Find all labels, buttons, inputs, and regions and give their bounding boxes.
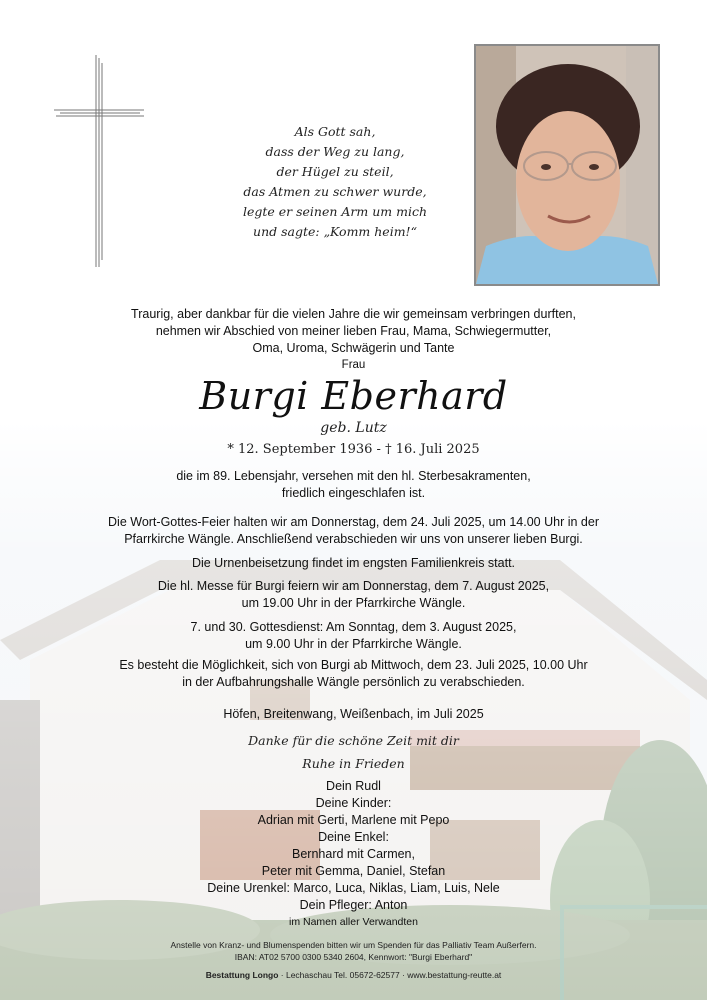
poem <box>205 122 465 242</box>
great-grandchildren <box>0 880 707 897</box>
donation-note: Anstelle von Kranz- und Blumenspenden bitten wir um Spenden für das Palliativ Team Außerfern. <box>170 940 537 950</box>
paragraph-line: Die hl. Messe für Burgi feiern wir am Donnerstag, dem 7. August 2025, <box>157 579 550 593</box>
portrait-image <box>476 46 658 284</box>
intro-line: nehmen wir Abschied von meiner lieben Frau, Mama, Schwiegermutter, <box>155 324 552 338</box>
children: Adrian mit Gerti, Marlene mit Pepo <box>257 813 450 827</box>
grandchildren-label: Deine Enkel: <box>318 830 389 844</box>
undertaker-line <box>0 969 707 981</box>
intro-frau: Frau <box>341 359 366 371</box>
cross-icon <box>52 55 147 270</box>
poem-line: dass der Weg zu lang, <box>265 144 405 159</box>
iban-note: IBAN: AT02 5700 0300 5340 2604, Kennwort: "Burgi Eberhard" <box>234 952 473 962</box>
paragraph-line: um 19.00 Uhr in der Pfarrkirche Wängle. <box>241 596 466 610</box>
paragraph-line: Es besteht die Möglichkeit, sich von Burgi ab Mittwoch, dem 23. Juli 2025, 10.00 Uhr <box>119 658 588 672</box>
undertaker-name: Bestattung Longo <box>205 970 279 980</box>
relatives: im Namen aller Verwandten <box>289 916 418 928</box>
intro-line: Oma, Uroma, Schwägerin und Tante <box>252 341 455 355</box>
paragraph-line: die im 89. Lebensjahr, versehen mit den hl. Sterbesakramenten, <box>176 469 531 483</box>
paragraph-line: um 9.00 Uhr in der Pfarrkirche Wängle. <box>245 637 462 651</box>
portrait-photo <box>474 44 660 286</box>
urn-paragraph <box>0 555 707 572</box>
memorial-mass-paragraph <box>0 619 707 653</box>
viewing-paragraph <box>0 657 707 691</box>
paragraph-line: Die Urnenbeisetzung findet im engsten Familienkreis statt. <box>191 556 516 570</box>
poem-line: Als Gott sah, <box>294 124 376 139</box>
paragraph-line: Die Wort-Gottes-Feier halten wir am Donnerstag, dem 24. Juli 2025, um 14.00 Uhr in der <box>108 515 599 529</box>
intro-line: Traurig, aber dankbar für die vielen Jahre die wir gemeinsam verbringen durften, <box>131 307 576 321</box>
undertaker-info: · Lechaschau Tel. 05672-62577 · www.bestattung-reutte.at <box>280 970 502 980</box>
closing-line-thanks: Danke für die schöne Zeit mit dir <box>248 733 459 748</box>
life-dates: * 12. September 1936 - † 16. Juli 2025 <box>227 442 480 457</box>
paragraph-line: 7. und 30. Gottesdienst: Am Sonntag, dem 3. August 2025, <box>190 620 517 634</box>
children-label: Deine Kinder: <box>315 796 392 810</box>
poem-line: das Atmen zu schwer wurde, <box>243 184 427 199</box>
great-grandchildren-label: Deine Urenkel: <box>207 881 290 895</box>
place-date: Höfen, Breitenwang, Weißenbach, im Juli 2025 <box>223 707 484 721</box>
poem-line: und sagte: „Komm heim!“ <box>253 224 417 239</box>
poem-line: der Hügel zu steil, <box>276 164 394 179</box>
deceased-name: Burgi Eberhard <box>199 374 508 418</box>
paragraph-line: Pfarrkirche Wängle. Anschließend verabschieden wir uns von unserer lieben Burgi. <box>124 532 583 546</box>
paragraph-line: friedlich eingeschlafen ist. <box>281 486 426 500</box>
maiden-name: geb. Lutz <box>320 420 387 436</box>
paragraph-line: in der Aufbahrungshalle Wängle persönlich zu verabschieden. <box>182 675 525 689</box>
grandchildren: Bernhard mit Carmen, <box>292 847 415 861</box>
great-grandchildren-names: Marco, Luca, Niklas, Liam, Luis, Nele <box>293 881 500 895</box>
husband: Dein Rudl <box>326 779 381 793</box>
intro-text <box>0 306 707 374</box>
carer-label: Dein Pfleger: <box>299 898 372 912</box>
grandchildren: Peter mit Gemma, Daniel, Stefan <box>261 864 446 878</box>
passing-paragraph <box>0 468 707 502</box>
poem-line: legte er seinen Arm um mich <box>242 204 428 219</box>
family-list <box>0 778 707 931</box>
carer <box>0 897 707 914</box>
service-paragraph <box>0 514 707 548</box>
closing-line-rest: Ruhe in Frieden <box>302 756 405 771</box>
mass-paragraph <box>0 578 707 612</box>
carer-name: Anton <box>374 898 408 912</box>
footer <box>0 939 707 981</box>
